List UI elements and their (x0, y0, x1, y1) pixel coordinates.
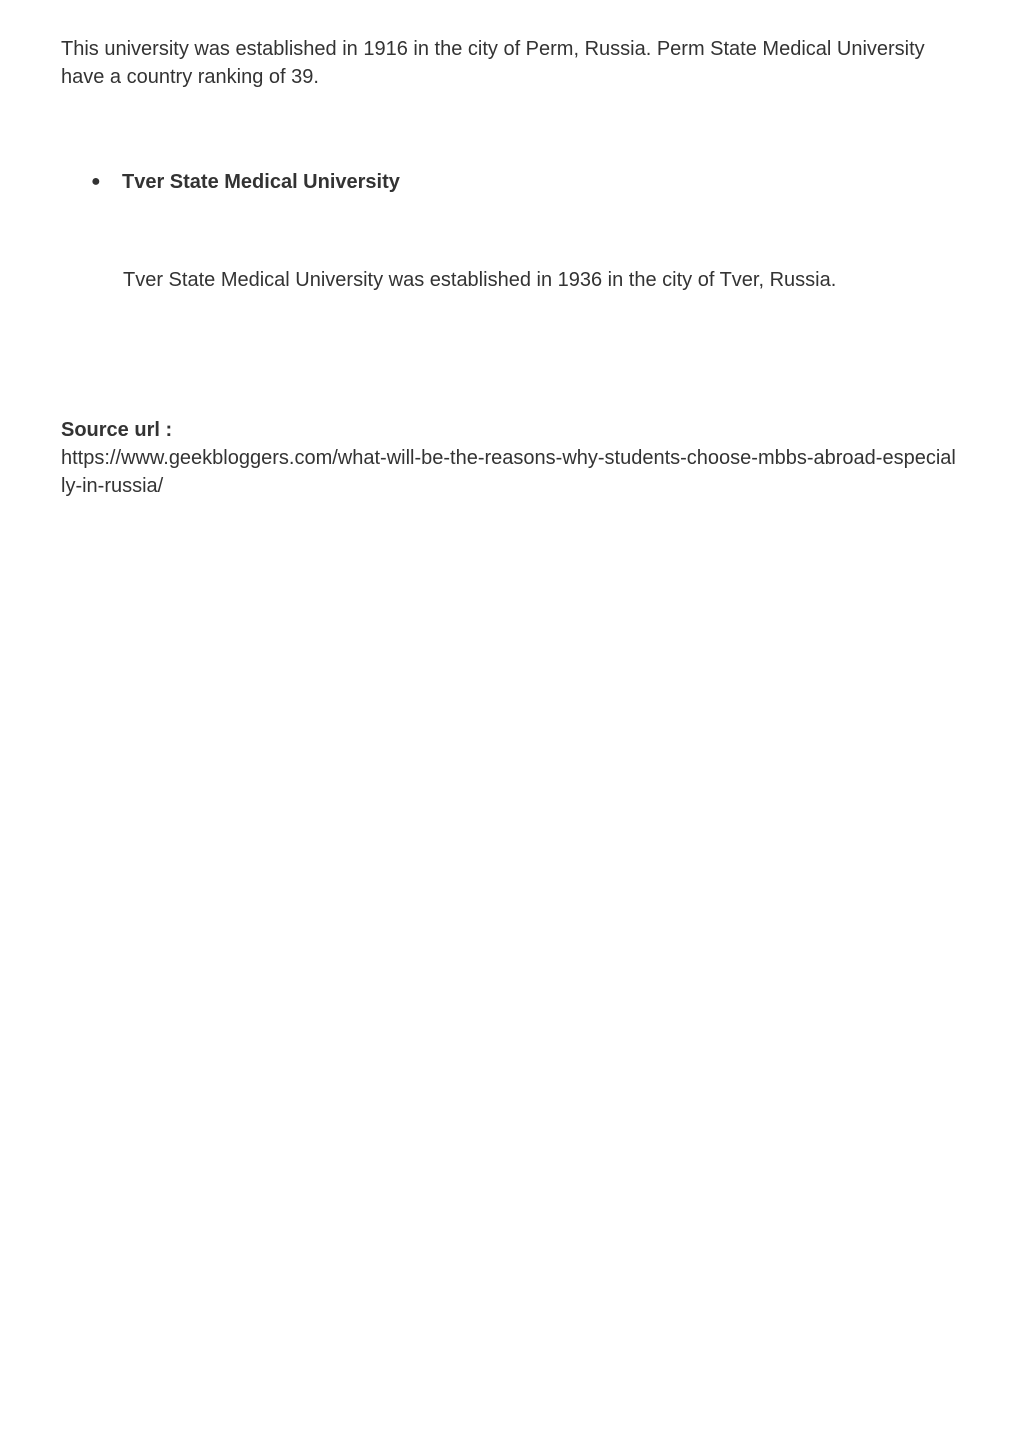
source-label: Source url : (61, 419, 173, 441)
intro-paragraph: This university was established in 1916 in the city of Perm, Russia. Perm State Medical University have a country ranking of 39. (61, 38, 925, 88)
list-item (91, 168, 400, 196)
source-url-link[interactable]: https://www.geekbloggers.com/what-will-be-the-reasons-why-students-choose-mbbs-abroad-especially-in-russia/ (61, 447, 956, 497)
bullet-icon: ● (91, 173, 101, 190)
university-heading: Tver State Medical University (122, 171, 400, 193)
university-description: Tver State Medical University was established in 1936 in the city of Tver, Russia. (123, 269, 837, 291)
